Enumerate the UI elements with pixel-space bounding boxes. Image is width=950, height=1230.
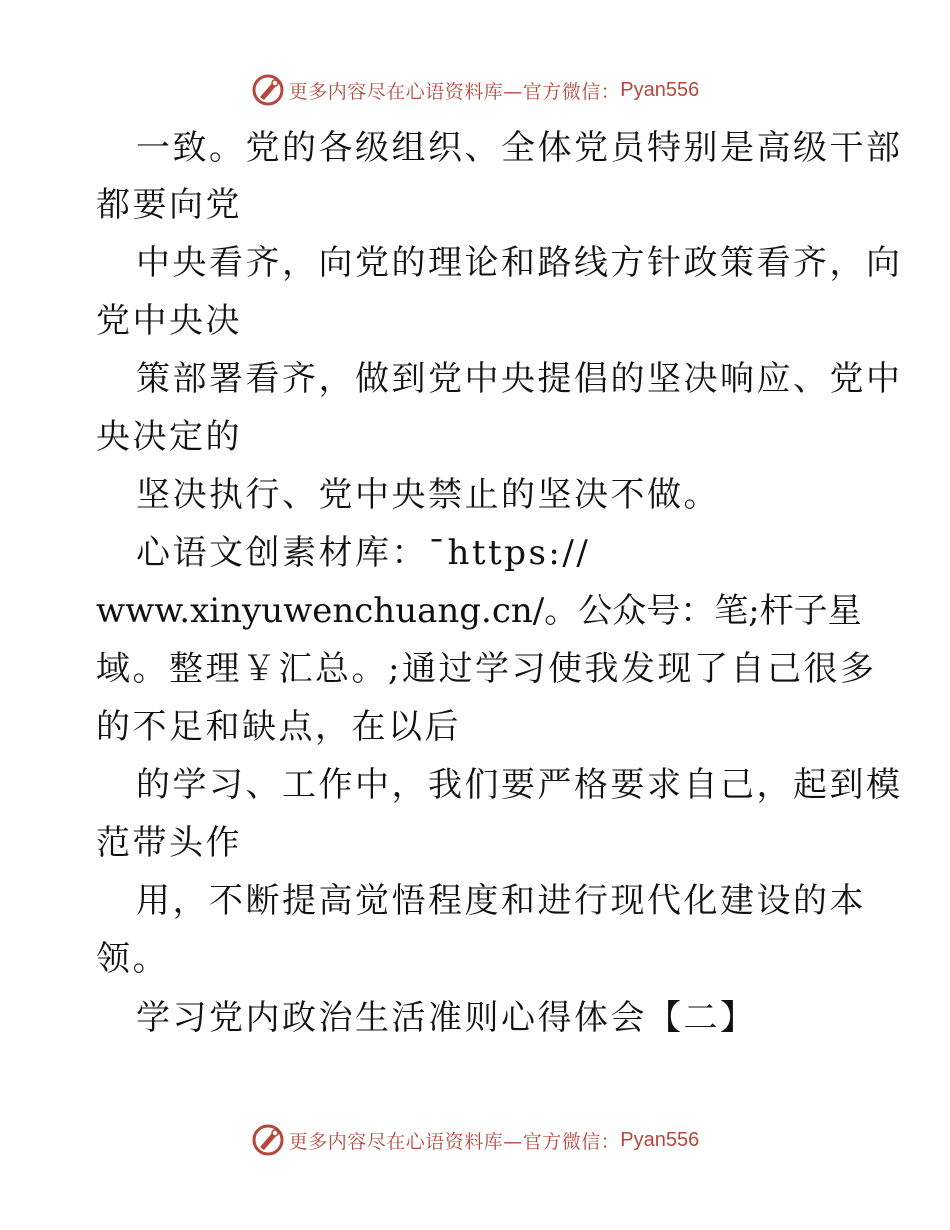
section-heading: 学习党内政治生活准则心得体会【二】 — [136, 998, 757, 1038]
brush-logo-icon — [251, 73, 285, 107]
text-line: 党中央决 — [96, 301, 242, 341]
text-line: 策部署看齐，做到党中央提倡的坚决响应、党中 — [136, 359, 903, 399]
header-banner — [0, 70, 950, 110]
text-line: 一致。党的各级组织、全体党员特别是高级干部 — [136, 128, 903, 168]
text-line: www.xinyuwenchuang.cn/。公众号：笔;杆子星 — [96, 591, 862, 631]
text-line: 中央看齐，向党的理论和路线方针政策看齐，向 — [136, 243, 903, 283]
banner-wechat-id: Pyan556 — [620, 78, 700, 101]
text-line: 坚决执行、党中央禁止的坚决不做。 — [136, 475, 720, 515]
text-line: 用，不断提高觉悟程度和进行现代化建设的本 — [136, 881, 866, 921]
brush-logo-icon — [251, 1123, 285, 1157]
banner-text: 更多内容尽在心语资料库—官方微信： — [288, 80, 621, 103]
banner-text: 更多内容尽在心语资料库—官方微信： — [288, 1130, 621, 1153]
text-line: 心语文创素材库：¯https:// — [136, 533, 591, 573]
text-line: 的不足和缺点，在以后 — [96, 707, 461, 747]
text-line: 域。整理￥汇总。;通过学习使我发现了自己很多 — [96, 649, 877, 689]
text-line: 范带头作 — [96, 823, 242, 863]
text-line: 的学习、工作中，我们要严格要求自己，起到模 — [136, 765, 903, 805]
text-line: 都要向党 — [96, 185, 242, 225]
banner-wechat-id: Pyan556 — [620, 1128, 700, 1151]
text-line: 领。 — [96, 939, 169, 979]
text-line: 央决定的 — [96, 417, 242, 457]
footer-banner — [0, 1120, 950, 1160]
